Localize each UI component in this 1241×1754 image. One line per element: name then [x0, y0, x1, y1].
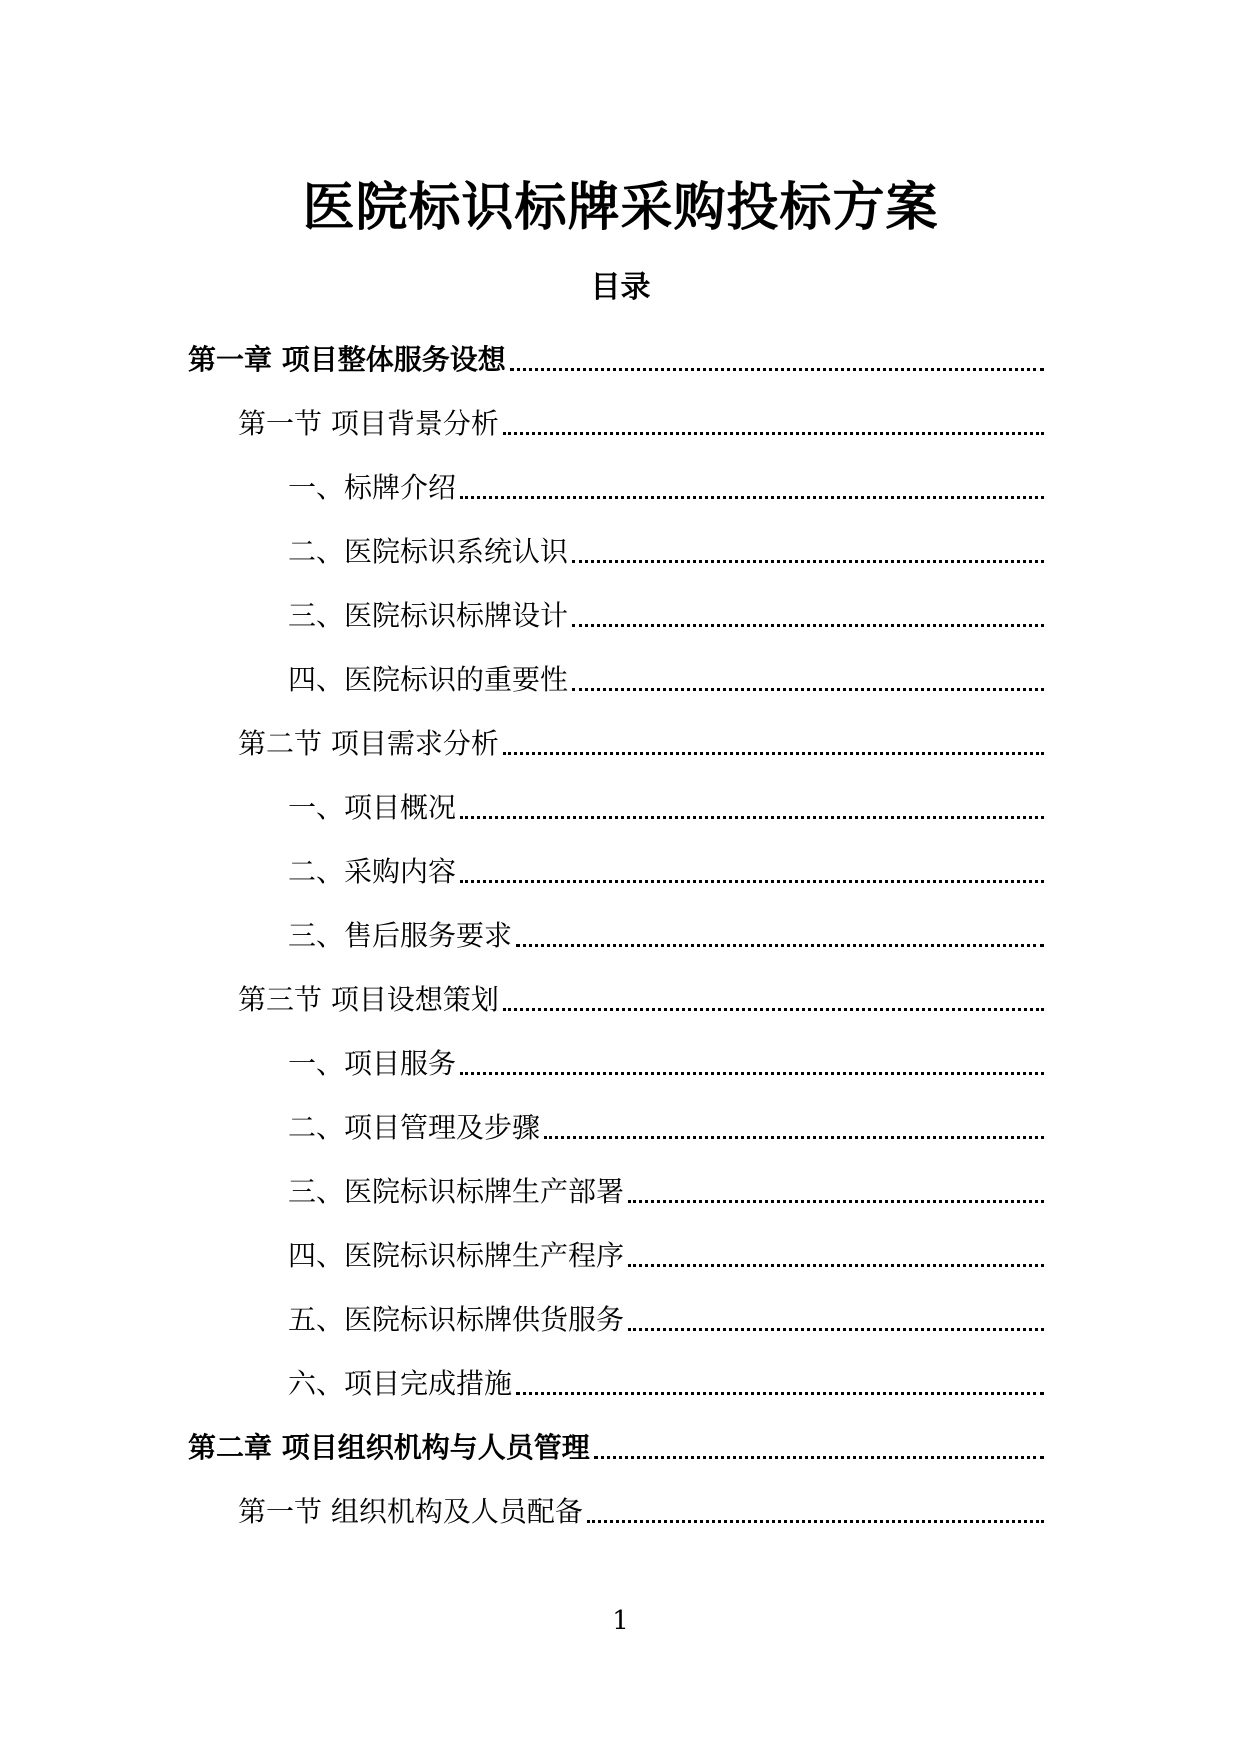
toc-entry[interactable] [188, 330, 1048, 380]
toc-dot-leader [587, 1520, 1044, 1523]
toc-entry[interactable] [238, 714, 1048, 764]
toc-entry-label: 四、医院标识的重要性 [288, 663, 569, 696]
toc-dot-leader [628, 1200, 1044, 1203]
toc-dot-leader [503, 432, 1044, 435]
toc-dot-leader [503, 752, 1044, 755]
toc-dot-leader [460, 816, 1044, 819]
document-title: 医院标识标牌采购投标方案 [302, 178, 939, 238]
toc-entry-label: 第一章 项目整体服务设想 [188, 343, 506, 376]
toc-dot-leader [572, 624, 1044, 627]
toc-entry[interactable] [288, 906, 1048, 956]
toc-entry-label: 一、标牌介绍 [288, 471, 457, 504]
toc-entry-label: 六、项目完成措施 [288, 1367, 513, 1400]
toc-dot-leader [544, 1136, 1044, 1139]
page-number: 1 [612, 1606, 629, 1636]
toc-entry[interactable] [238, 970, 1048, 1020]
toc-dot-leader [628, 1264, 1044, 1267]
toc-dot-leader [510, 368, 1044, 371]
toc-entry[interactable] [288, 842, 1048, 892]
toc-entry-label: 三、医院标识标牌生产部署 [288, 1175, 625, 1208]
toc-entry-label: 第二节 项目需求分析 [238, 727, 499, 760]
toc-entry-label: 第三节 项目设想策划 [238, 983, 499, 1016]
toc-entry-label: 一、项目概况 [288, 791, 457, 824]
toc-dot-leader [516, 1392, 1044, 1395]
toc-entry-label: 第一节 组织机构及人员配备 [238, 1495, 583, 1528]
toc-dot-leader [460, 1072, 1044, 1075]
toc-entry[interactable] [288, 1098, 1048, 1148]
toc-entry-label: 一、项目服务 [288, 1047, 457, 1080]
toc-dot-leader [594, 1456, 1044, 1459]
toc-entry-label: 三、售后服务要求 [288, 919, 513, 952]
toc-entry-label: 五、医院标识标牌供货服务 [288, 1303, 625, 1336]
toc-entry[interactable] [288, 586, 1048, 636]
toc-entry[interactable] [288, 650, 1048, 700]
toc-entry[interactable] [288, 778, 1048, 828]
toc-entry-label: 二、项目管理及步骤 [288, 1111, 541, 1144]
toc-entry-label: 四、医院标识标牌生产程序 [288, 1239, 625, 1272]
toc-entry-label: 第二章 项目组织机构与人员管理 [188, 1431, 590, 1464]
toc-entry-label: 三、医院标识标牌设计 [288, 599, 569, 632]
toc-dot-leader [460, 880, 1044, 883]
toc-dot-leader [516, 944, 1044, 947]
toc-entry[interactable] [188, 1418, 1048, 1468]
toc-entry[interactable] [288, 1290, 1048, 1340]
toc-entry[interactable] [238, 1482, 1048, 1532]
toc-heading: 目录 [590, 270, 651, 305]
toc-entry[interactable] [288, 1226, 1048, 1276]
toc-entry[interactable] [288, 1354, 1048, 1404]
toc-entry[interactable] [288, 1034, 1048, 1084]
toc-entry[interactable] [288, 522, 1048, 572]
toc-dot-leader [572, 560, 1044, 563]
toc-entry-label: 第一节 项目背景分析 [238, 407, 499, 440]
toc-entry[interactable] [288, 1162, 1048, 1212]
toc-entry[interactable] [238, 394, 1048, 444]
toc-dot-leader [460, 496, 1044, 499]
toc-entry-label: 二、医院标识系统认识 [288, 535, 569, 568]
toc-entry-label: 二、采购内容 [288, 855, 457, 888]
toc-dot-leader [503, 1008, 1044, 1011]
toc-dot-leader [628, 1328, 1044, 1331]
toc-entry[interactable] [288, 458, 1048, 508]
toc-dot-leader [572, 688, 1044, 691]
